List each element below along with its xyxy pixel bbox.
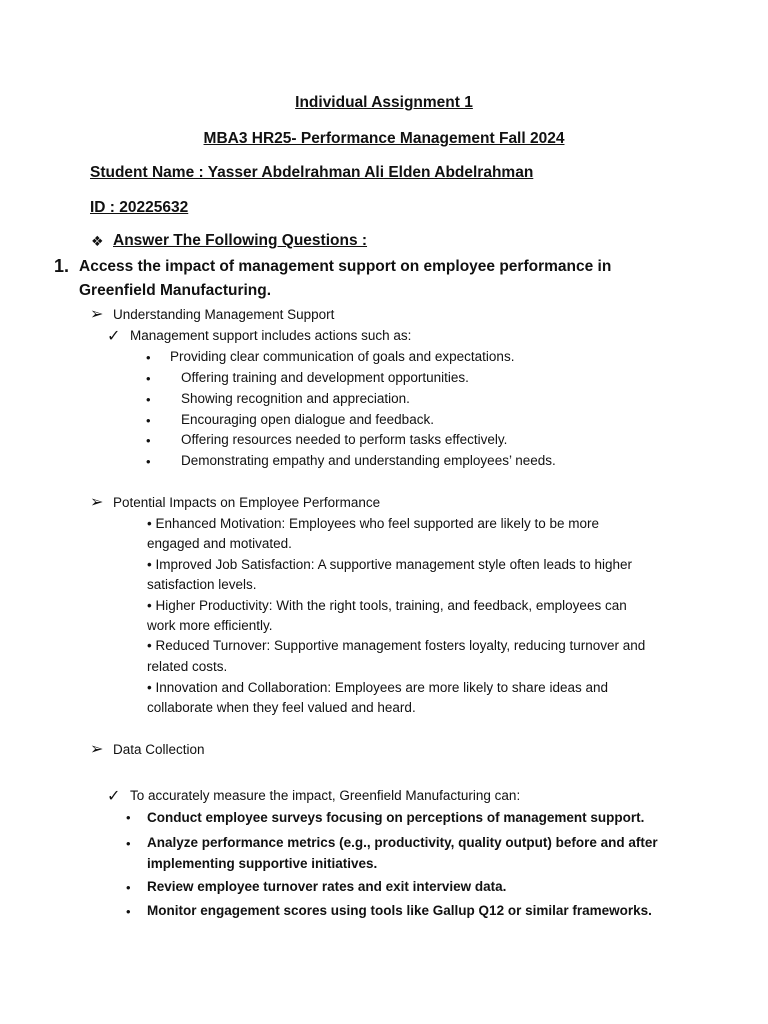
bullet-icon: • <box>126 880 131 895</box>
section1-item: Encouraging open dialogue and feedback. <box>181 412 434 427</box>
arrow-bullet-icon: ➢ <box>90 741 104 758</box>
section2-line: related costs. <box>147 659 228 674</box>
bullet-icon: • <box>146 433 151 448</box>
student-name: Student Name : Yasser Abdelrahman Ali Elden Abdelrahman <box>90 164 534 181</box>
arrow-bullet-icon: ➢ <box>90 306 104 323</box>
section3-intro: To accurately measure the impact, Greenfield Manufacturing can: <box>130 788 521 803</box>
section3-item-continued: implementing supportive initiatives. <box>147 856 378 871</box>
section3-item: Review employee turnover rates and exit interview data. <box>147 879 507 894</box>
question-number: 1. <box>54 256 70 276</box>
section3-item: Analyze performance metrics (e.g., productivity, quality output) before and after <box>147 835 658 850</box>
section2-line: • Reduced Turnover: Supportive management fosters loyalty, reducing turnover and <box>147 638 646 653</box>
section2-line: engaged and motivated. <box>147 536 292 551</box>
section3-item: Conduct employee surveys focusing on perceptions of management support. <box>147 810 645 825</box>
section1-item: Demonstrating empathy and understanding employees’ needs. <box>181 453 556 468</box>
bullet-icon: • <box>146 413 151 428</box>
section2-line: work more efficiently. <box>147 618 273 633</box>
section1-intro: Management support includes actions such as: <box>130 328 412 343</box>
bullet-icon: • <box>146 371 151 386</box>
bullet-icon: • <box>126 810 131 825</box>
question-text-line2: Greenfield Manufacturing. <box>79 282 272 299</box>
bullet-icon: • <box>146 350 151 365</box>
bullet-icon: • <box>146 392 151 407</box>
section2-line: collaborate when they feel valued and heard. <box>147 700 416 715</box>
question-text-line1: Access the impact of management support on employee performance in <box>79 258 612 275</box>
section1-item: Providing clear communication of goals and expectations. <box>170 349 515 364</box>
section2-line: • Higher Productivity: With the right tools, training, and feedback, employees can <box>147 598 627 613</box>
section1-item: Offering training and development opportunities. <box>181 370 469 385</box>
check-bullet-icon: ✓ <box>107 788 121 805</box>
section1-item: Offering resources needed to perform tasks effectively. <box>181 432 508 447</box>
section2-heading: Potential Impacts on Employee Performance <box>113 495 381 510</box>
diamond-bullet-icon: ❖ <box>91 233 104 249</box>
section2-line: • Innovation and Collaboration: Employees are more likely to share ideas and <box>147 680 608 695</box>
check-bullet-icon: ✓ <box>107 328 121 345</box>
section1-heading: Understanding Management Support <box>113 307 335 322</box>
section3-heading: Data Collection <box>113 742 205 757</box>
bullet-icon: • <box>146 454 151 469</box>
section3-item: Monitor engagement scores using tools like Gallup Q12 or similar frameworks. <box>147 903 652 918</box>
section2-line: satisfaction levels. <box>147 577 257 592</box>
section2-line: • Enhanced Motivation: Employees who feel supported are likely to be more <box>147 516 599 531</box>
assignment-title: Individual Assignment 1 <box>295 94 473 111</box>
course-title: MBA3 HR25- Performance Management Fall 2024 <box>203 130 565 147</box>
bullet-icon: • <box>126 904 131 919</box>
section1-item: Showing recognition and appreciation. <box>181 391 410 406</box>
section2-line: • Improved Job Satisfaction: A supportive management style often leads to higher <box>147 557 633 572</box>
bullet-icon: • <box>126 836 131 851</box>
student-id: ID : 20225632 <box>90 199 189 216</box>
instruction-heading: Answer The Following Questions : <box>113 232 368 249</box>
arrow-bullet-icon: ➢ <box>90 494 104 511</box>
